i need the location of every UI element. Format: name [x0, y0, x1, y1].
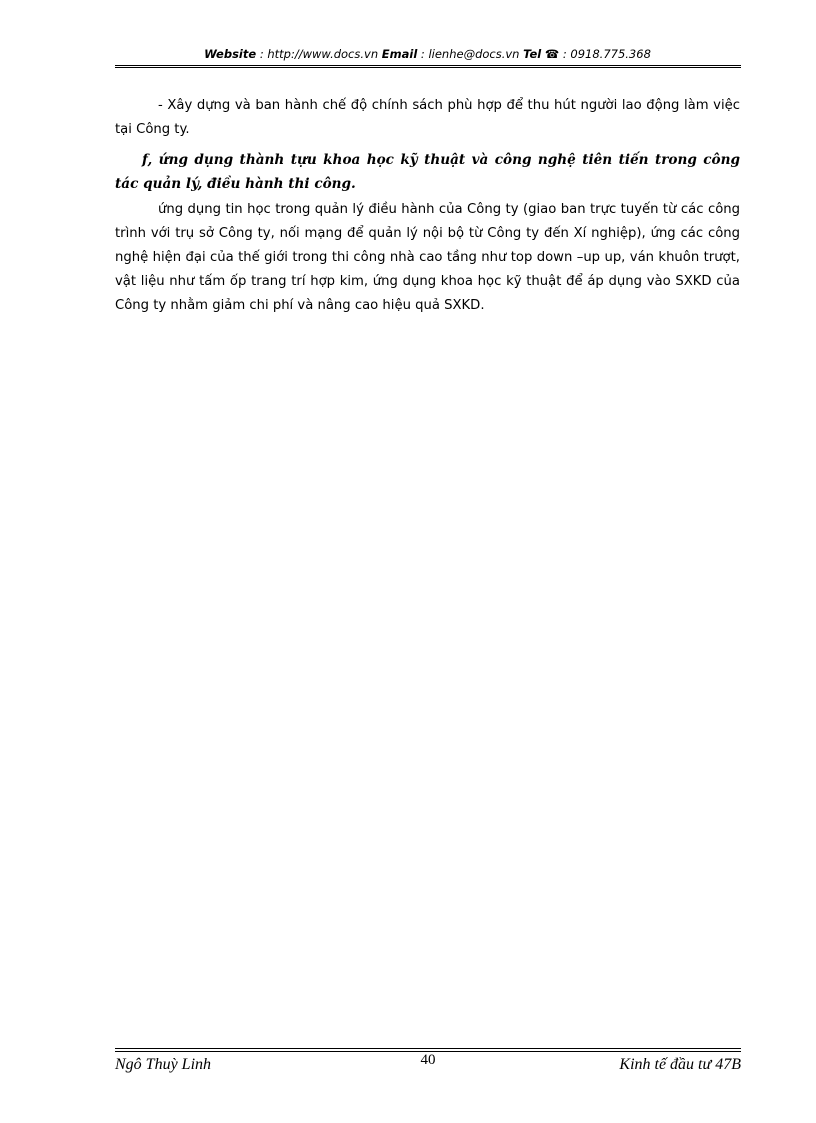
paragraph-technology: ứng dụng tin học trong quản lý điều hành của Công ty (giao ban trực tuyến từ các công trình với trụ sở Công ty, nối mạng để quản lý nội bộ từ Công ty đến Xí nghiệp), ứng các công nghệ hiện đại của thế giới trong thi công nhà cao tầng như top down –up up, ván khuôn trượt, vật liệu như tấm ốp trang trí hợp kim, ứng dụng khoa học kỹ thuật để áp dụng vào SXKD của Công ty nhằm giảm chi phí và nâng cao hiệu quả SXKD. [115, 202, 740, 313]
phone-icon: ☎ [544, 47, 560, 61]
email-address: : lienhe@docs.vn [417, 47, 524, 61]
page-header [115, 46, 740, 62]
website-url: : http://www.docs.vn [256, 47, 382, 61]
email-label: Email [381, 47, 418, 61]
header-divider-top [115, 65, 741, 66]
paragraph-policy: - Xây dựng và ban hành chế độ chính sách phù hợp để thu hút người lao động làm việc tại Công ty. [115, 98, 740, 137]
footer-author: Ngô Thuỳ Linh [115, 1056, 212, 1073]
tel-number: : 0918.775.368 [559, 47, 651, 61]
website-label: Website [204, 47, 257, 61]
page-number: 40 [420, 1052, 436, 1068]
footer-divider-top [115, 1048, 741, 1049]
section-heading-f: f, ứng dụng thành tựu khoa học kỹ thuật và công nghệ tiên tiến trong công tác quản lý, điều hành thi công. [115, 152, 740, 192]
tel-label: Tel [523, 47, 542, 61]
header-divider-bottom [115, 67, 741, 68]
footer-class: Kinh tế đầu tư 47B [619, 1056, 741, 1073]
document-body [115, 94, 740, 318]
